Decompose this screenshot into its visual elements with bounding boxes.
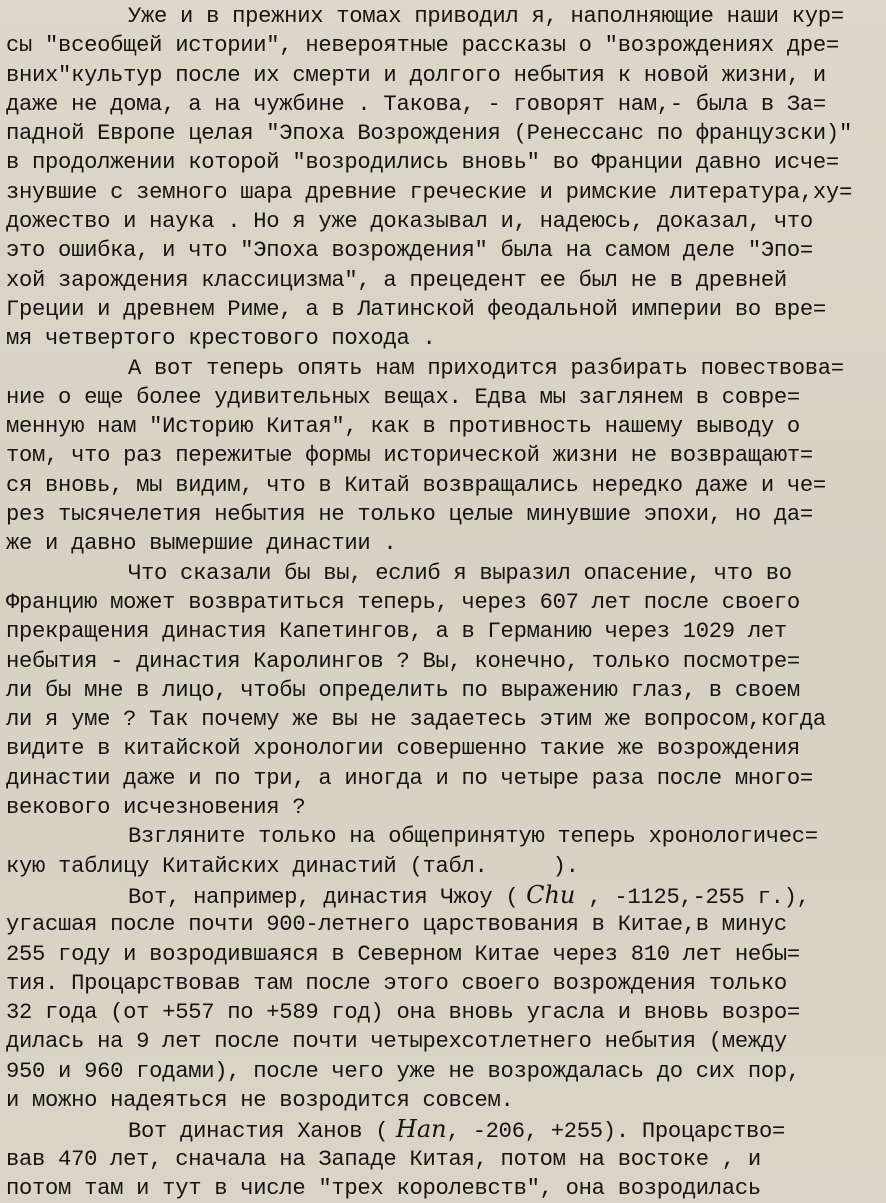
text-line [6,500,880,529]
text-line [6,734,880,763]
text-line [6,236,880,265]
text-line [6,852,880,881]
handwritten-annotation: Chu [518,880,576,909]
text-line [6,1145,880,1174]
line-text: знувшие с земного шара древние греческие и римские литература,ху= [6,179,852,205]
line-text: видите в китайской хронологии совершенно такие же возрождения [6,736,800,762]
line-text: дожество и наука . Но я уже доказывал и, надеюсь, доказал, что [6,209,813,235]
line-text: в продолжении которой "возродились вновь" во Франции давно исче= [6,150,839,176]
text-line [6,1115,880,1144]
text-line [6,1174,880,1203]
text-line [6,90,880,119]
text-line [6,764,880,793]
line-text-continued: , -206, +255). Процарство= [446,1119,786,1145]
line-text: менную нам "Историю Китая", как в противность нашему выводу о [6,414,800,440]
line-text: 32 года (от +557 по +589 год) она вновь угасла и вновь возро= [6,1000,800,1026]
text-line [6,295,880,324]
text-line [6,324,880,353]
line-text: хой зарождения классицизма", а прецедент ее был не в древней [6,267,787,293]
line-text: векового исчезновения ? [6,795,306,821]
line-text: Греции и древнем Риме, а в Латинской феодальной империи во вре= [6,296,826,322]
line-text: мя четвертого крестового похода . [6,326,436,352]
text-line [6,61,880,90]
line-text: Францию может возвратиться теперь, через 607 лет после своего [6,589,800,615]
text-line [6,1086,880,1115]
text-line [6,559,880,588]
text-line [6,969,880,998]
line-text-continued: , -1125,-255 г.), [575,884,810,910]
text-line [6,354,880,383]
line-text: Взгляните только на общепринятую теперь хронологичес= [128,824,818,850]
line-text: потом там и тут в числе "трех королевств", она возродилась [6,1175,761,1201]
line-text: кую таблицу Китайских династий (табл. ). [6,853,579,879]
line-text: ние о еще более удивительных вещах. Едва мы заглянем в совре= [6,384,800,410]
text-line [6,1057,880,1086]
text-line [6,910,880,939]
line-text: дилась на 9 лет после почти четырехсотлетнего небытия (между [6,1029,787,1055]
line-text: вав 470 лет, сначала на Западе Китая, потом на востоке , и [6,1146,761,1172]
text-line [6,676,880,705]
line-text: небытия - династия Каролингов ? Вы, конечно, только посмотре= [6,648,800,674]
line-text: Вот, например, династия Чжоу ( [128,884,519,910]
line-text: Вот династия Ханов ( [128,1119,389,1145]
line-text: прекращения династия Капетингов, а в Германию через 1029 лет [6,619,787,645]
text-line [6,2,880,31]
line-text: Уже и в прежних томах приводил я, наполняющие наши кур= [128,4,844,29]
line-text: 255 году и возродившаяся в Северном Китае через 810 лет небы= [6,941,800,967]
text-line [6,1027,880,1056]
text-line [6,881,880,910]
text-line [6,705,880,734]
text-line [6,617,880,646]
text-line [6,148,880,177]
line-text: ли бы мне в лицо, чтобы определить по выражению глаз, в своем [6,677,800,703]
line-text: угасшая после почти 900-летнего царствования в Китае,в минус [6,912,787,938]
line-text: Что сказали бы вы, еслиб я выразил опасение, что во [128,560,792,586]
text-line [6,647,880,676]
line-text: том, что раз пережитые формы исторической жизни не возвращают= [6,443,813,469]
line-text: же и давно вымершие династии . [6,531,397,557]
line-text: падной Европе целая "Эпоха Возрождения (Ренессанс по французски)" [6,121,852,147]
line-text: династии даже и по три, а иногда и по четыре раза после много= [6,765,813,791]
text-line [6,822,880,851]
text-line [6,998,880,1027]
line-text: сы "всеобщей истории", невероятные рассказы о "возрождениях дре= [6,33,839,59]
text-line [6,471,880,500]
line-text: и можно надеяться не возродится совсем. [6,1087,514,1113]
line-text: А вот теперь опять нам приходится разбирать повествова= [128,355,844,381]
line-text: рез тысячелетия небытия не только целые минувшие эпохи, но да= [6,502,813,528]
line-text: 950 и 960 годами), после чего уже не возрождалась до сих пор, [6,1058,800,1084]
text-line [6,529,880,558]
line-text: это ошибка, и что "Эпоха возрождения" была на самом деле "Эпо= [6,238,813,264]
document-body [6,2,880,1203]
text-line [6,793,880,822]
line-text: ся вновь, мы видим, что в Китай возвращались нередко даже и че= [6,472,826,498]
handwritten-annotation: Han [388,1115,447,1144]
text-line [6,178,880,207]
text-line [6,266,880,295]
line-text: ли я уме ? Так почему же вы не задаетесь этим же вопросом,когда [6,707,826,733]
line-text: даже не дома, а на чужбине . Такова, - говорят нам,- была в За= [6,91,826,117]
line-text: вних"культур после их смерти и долгого небытия к новой жизни, и [6,62,826,88]
text-line [6,412,880,441]
text-line [6,383,880,412]
text-line [6,588,880,617]
text-line [6,940,880,969]
text-line [6,207,880,236]
text-line [6,441,880,470]
line-text: тия. Процарствовав там после этого своего возрождения только [6,970,787,996]
text-line [6,31,880,60]
text-line [6,119,880,148]
